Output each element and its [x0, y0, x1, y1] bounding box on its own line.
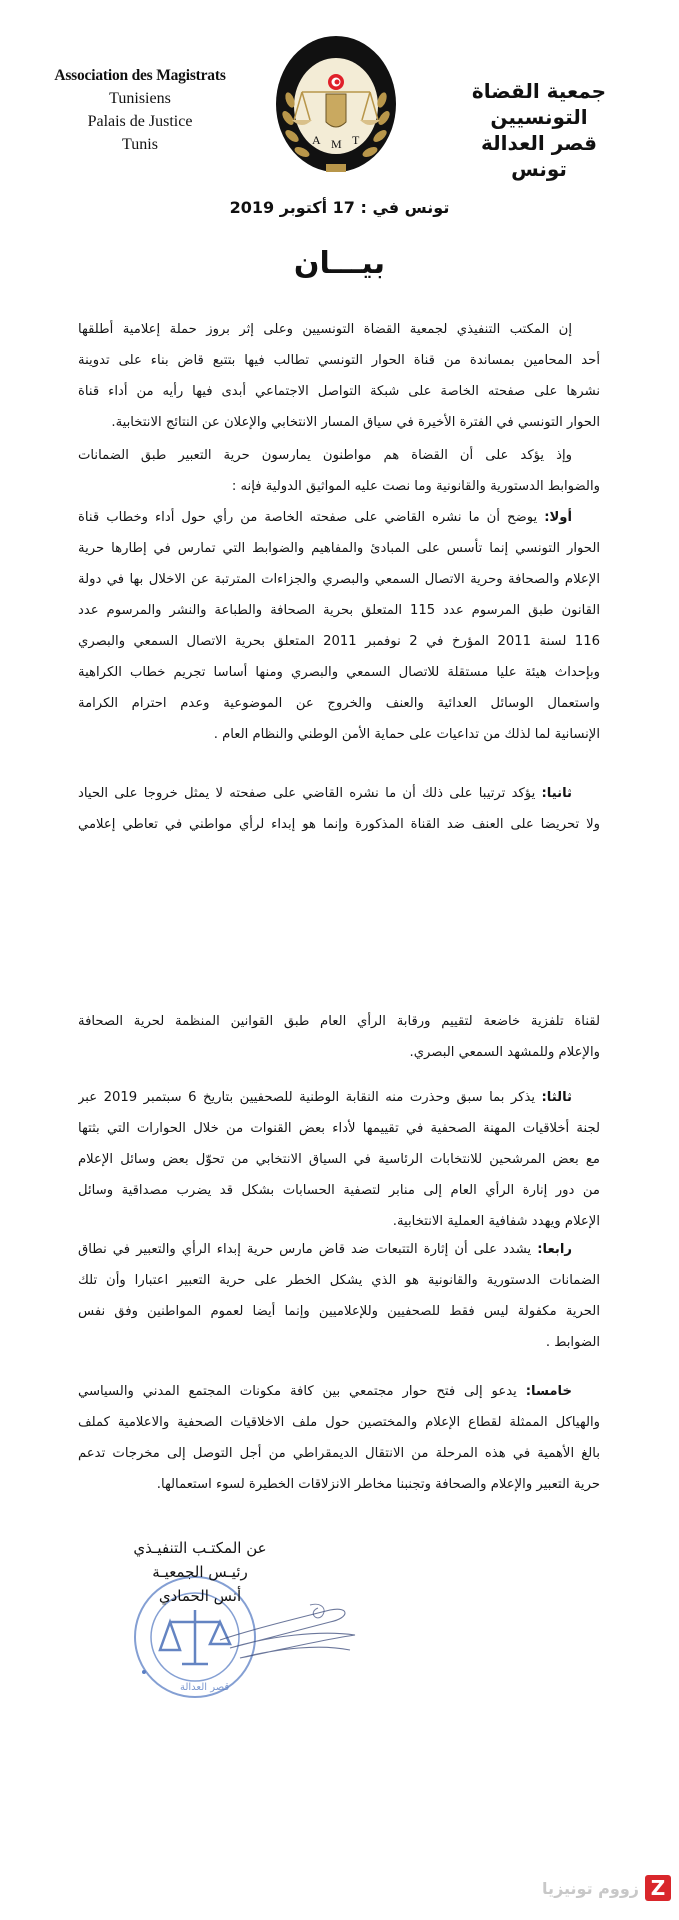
paragraph-first [78, 502, 600, 750]
french-line-3: Palais de Justice [87, 113, 193, 130]
document-title: بيـــان [293, 246, 386, 281]
text-line: الحوار التونسي إنما تأسس على المبادئ والمفاهيم والضوابط التي تمارس في إطارها حرية [78, 541, 600, 556]
point-label: رابعا: [537, 1242, 572, 1257]
arabic-line-3: تونس [511, 157, 567, 181]
text-segment: يدعو إلى فتح حوار مجتمعي بين كافة مكونات المجتمع المدني والسياسي [78, 1384, 526, 1399]
text-line: وبإحداث هيئة عليا مستقلة للاتصال السمعي والبصري ومنها أساسا تجريم خطاب الكراهية [78, 665, 600, 680]
arabic-line-2: قصر العدالة [481, 131, 597, 155]
svg-text:A: A [312, 133, 321, 147]
paragraph-second-continued [78, 1006, 600, 1068]
signature-block [110, 1536, 290, 1608]
text-segment: يوضح أن ما نشره القاضي على صفحته الخاصة من رأي حول أداء وخطاب قناة [78, 510, 545, 525]
text-line: الحرية مكفولة ليس فقط للصحفيين وللإعلاميين وإنما أيضا لعموم المواطنين وفق نفس [78, 1304, 600, 1319]
point-label: ثالثا: [541, 1090, 572, 1105]
document-date: تونس في : 17 أكتوبر 2019 [229, 198, 450, 217]
watermark [542, 1872, 671, 1904]
french-line-4: Tunis [122, 136, 158, 153]
text-line: أحد المحامين بمساندة من قناة الحوار التونسي تطالب فيها بتتبع قاض بناء على تدوينة [78, 353, 600, 368]
text-line: حرية التعبير والإعلام والصحافة وتجنبنا مخاطر الانزلاقات الخطيرة لسوء استعمالها. [156, 1477, 600, 1492]
text-line: الإنسانية لما لذلك من تداعيات على حماية الأمن الوطني والنظام العام . [213, 727, 600, 742]
svg-text:T: T [352, 133, 360, 147]
text-line: مع بعض المرشحين للانتخابات الرئاسية في السياق الانتخابي من تحوّل بعض وسائل الإعلام [78, 1152, 600, 1167]
french-line-1: Association des Magistrats [54, 67, 226, 84]
text-line: نشرها على صفحته الخاصة على شبكة التواصل الاجتماعي أبدى فيها رأيه من أداء قناة [78, 384, 600, 399]
association-name-french [40, 64, 240, 156]
svg-text:M: M [331, 137, 342, 151]
text-line: لقناة تلفزية خاضعة لتقييم ورقابة الرأي العام طبق القوانين المنظمة لحرية الصحافة [78, 1014, 600, 1029]
text-line: والهياكل الممثلة لقطاع الإعلام والمختصين حول ملف الاخلاقيات الصحفية والاعلامية كملف [78, 1415, 600, 1430]
text-line: القانون طبق المرسوم عدد 115 المتعلق بحرية الصحافة والطباعة والنشر والمرسوم عدد [78, 603, 600, 618]
text-line [78, 1082, 600, 1113]
text-line: من دور إنارة الرأي العام إلى منابر لتصفية الحسابات بشكل قد يضرب مصداقية وسائل [78, 1183, 600, 1198]
zoom-tunisia-logo-icon: Z [645, 1875, 671, 1901]
paragraph-affirmation [78, 440, 600, 502]
text-line: بالغ الأهمية في هذه المرحلة من الانتقال الديمقراطي من أجل التوصل إلى مخرجات تدعم [78, 1446, 600, 1461]
text-line [78, 778, 600, 809]
handwritten-signature-icon [210, 1600, 360, 1670]
text-line: الضمانات الدستورية والقانونية هو الذي يشكل الخطر على حرية التعبير اعتبارا وأن تلك [78, 1273, 600, 1288]
signature-office: عن المكتـب التنفيـذي [133, 1539, 267, 1557]
text-line: والضوابط الدستورية والقانونية وما نصت عليه المواثيق الدولية فإنه : [231, 479, 600, 494]
point-label: ثانيا: [541, 786, 572, 801]
text-line: واستعمال الوسائل العدائية والعنف والخروج عن الموضوعية وعدم احترام الكرامة [78, 696, 600, 711]
stamp-text: قصر العدالة [180, 1682, 230, 1693]
text-line: وإذ يؤكد على أن القضاة هم مواطنون يمارسون حرية التعبير طبق الضمانات [78, 448, 572, 463]
text-segment: يشدد على أن إثارة التتبعات ضد قاض مارس حرية إبداء الرأي والتعبير في نطاق [78, 1242, 538, 1257]
paragraph-fourth [78, 1234, 600, 1358]
paragraph-intro [78, 314, 600, 438]
watermark-text: زووم تونيزيا [542, 1878, 639, 1898]
text-line: الضوابط . [545, 1335, 600, 1350]
paragraph-second [78, 778, 600, 840]
text-line: الإعلام والصحافة وحرية الاتصال السمعي والبصري والجزاءات المترتبة عن الاخلال بها في دولة [78, 572, 600, 587]
signature-name: أنس الحمادي [158, 1587, 242, 1605]
text-line: ولا تحريضا على العنف ضد القناة المذكورة وإنما هو إبداء لرأي مواطني في تعاطي إعلامي [78, 817, 600, 832]
text-line: الإعلام ويهدد شفافية العملية الانتخابية. [392, 1214, 600, 1229]
text-line: والإعلام وللمشهد السمعي البصري. [409, 1045, 600, 1060]
amt-logo-icon [272, 30, 400, 178]
text-line: 116 لسنة 2011 المؤرخ في 2 نوفمبر 2011 المتعلق بحرية الاتصال السمعي والبصري [78, 634, 600, 649]
text-line [78, 1234, 600, 1265]
text-line: الحوار التونسي في الفترة الأخيرة في سياق المسار الانتخابي والإعلان عن النتائج الانتخابية. [111, 415, 600, 430]
text-segment: يؤكد ترتيبا على ذلك أن ما نشره القاضي على صفحته لا يمثل خروجا على الحياد [78, 786, 542, 801]
text-line [78, 1376, 600, 1407]
text-segment: يذكر بما سبق وحذرت منه النقابة الوطنية للصحفيين بتاريخ 6 سبتمبر 2019 عبر [78, 1090, 542, 1105]
text-line: إن المكتب التنفيذي لجمعية القضاة التونسيين وعلى إثر بروز حملة إعلامية أطلقها [78, 322, 572, 337]
text-line [78, 502, 600, 533]
point-label: أولا: [544, 510, 572, 525]
signature-title: رئيـس الجمعيـة [152, 1563, 248, 1581]
french-line-2: Tunisiens [109, 90, 171, 107]
arabic-line-1: جمعية القضاة التونسيين [471, 79, 607, 129]
paragraph-fifth [78, 1376, 600, 1500]
paragraph-third [78, 1082, 600, 1237]
point-label: خامسا: [525, 1384, 572, 1399]
association-name-arabic [429, 78, 649, 182]
text-line: لجنة أخلاقيات المهنة الصحفية في تقييمها لأداء بعض القنوات من خلال الحوارات التي بثتها [78, 1121, 600, 1136]
